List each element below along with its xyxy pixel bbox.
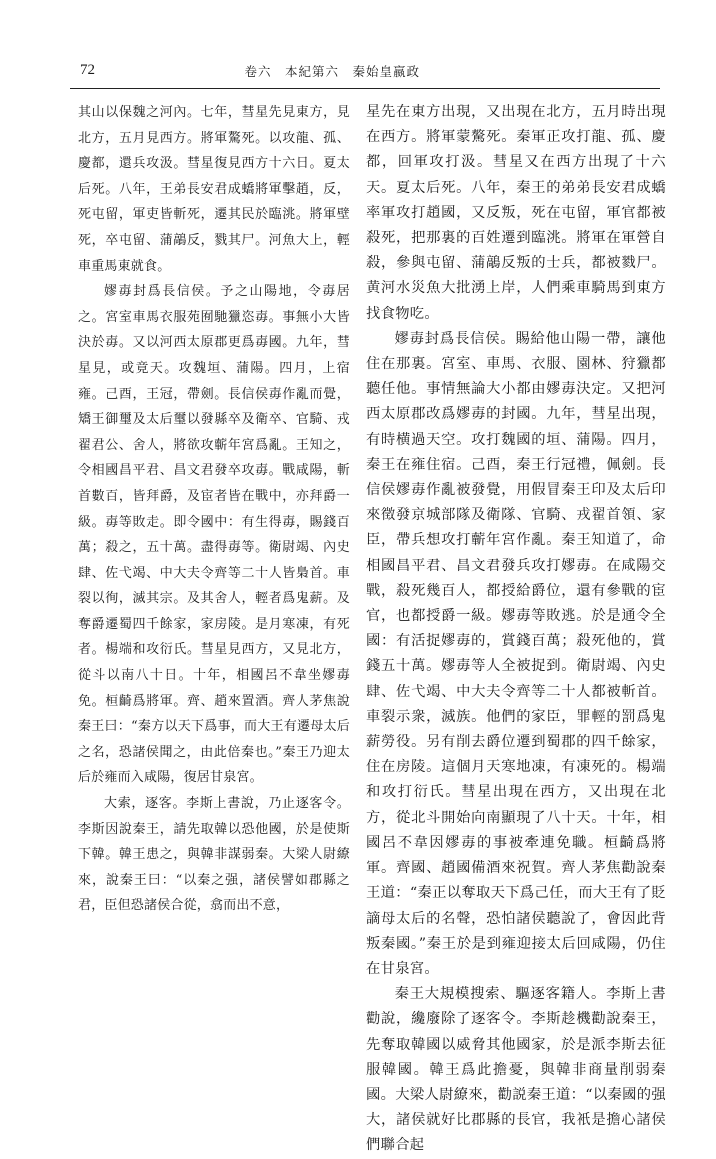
translation-paragraph-3: 秦王大規模搜索、驅逐客籍人。李斯上書勸說，纔廢除了逐客令。李斯趁機勸說秦王，先奪取韓國以威脅其他國家，於是派李斯去征服韓國。韓王爲此擔憂，與韓非商量削弱秦國。大梁人尉繚來，勸説秦王道：“以秦國的强大，諸侯就好比郡縣的長官，我衹是擔心諸侯們聯合起 — [366, 986, 666, 1154]
translation-paragraph-2: 嫪毐封爲長信侯。賜給他山陽一帶，讓他住在那裏。宮室、車馬、衣服、園林、狩獵都聽任他。事情無論大小都由嫪毐決定。又把河西太原郡改爲嫪毐的封國。九年，彗星出現，有時横過天空。攻打魏國的垣、蒲陽。四月，秦王在雍住宿。己酉，秦王行冠禮，佩劍。長信侯嫪毐作亂被發覺，用假冒秦王印及太后印來徵發京城部隊及衛隊、官騎、戎翟首領、家臣，帶兵想攻打蘄年宮作亂。秦王知道了，命相國昌平君、昌文君發兵攻打嫪毐。在咸陽交戰，殺死幾百人，都授給爵位，還有參戰的宦官，也都授爵一級。嫪毐等敗逃。於是通令全國：有活捉嫪毐的，賞錢百萬；殺死他的，賞錢五十萬。嫪毐等人全被捉到。衛尉竭、內史肆、佐弋竭、中大夫令齊等二十人都被斬首。車裂示衆，滅族。他們的家臣，罪輕的罰爲鬼薪勞役。另有削去爵位遷到蜀郡的四千餘家，住在房陵。這個月天寒地凍，有凍死的。楊端和攻打衍氏。彗星出現在西方，又出現在北方，從北斗開始向南顯現了八十天。十年，相國呂不韋因嫪毐的事被牽連免職。桓齮爲將軍。齊國、趙國備酒來祝賀。齊人茅焦勸說秦王道：“秦正以奪取天下爲己任，而大王有了貶謫母太后的名聲，恐怕諸侯聽說了，會因此背叛秦國。”秦王於是到雍迎接太后回咸陽，仍住在甘泉宮。 — [366, 330, 666, 977]
translation-paragraph-1: 星先在東方出現，又出現在北方，五月時出現在西方。將軍蒙驁死。秦軍正攻打龍、孤、慶都，回軍攻打汲。彗星又在西方出現了十六天。夏太后死。八年，秦王的弟弟長安君成蟜率軍攻打趙國，又反叛，死在屯留，軍官都被殺死，把那裏的百姓遷到臨洮。將軍在軍營自殺，參與屯留、蒲鶮反叛的士兵，都被戮尸。黄河水災魚大批湧上岸，人們乘車騎馬到東方找食物吃。 — [366, 104, 666, 322]
running-title: 卷六 本紀第六 秦始皇嬴政 — [244, 64, 420, 79]
page-header — [70, 52, 660, 89]
classical-paragraph-2: 嫪毐封爲長信侯。予之山陽地，令毐居之。宮室車馬衣服苑囿馳獵恣毐。事無小大皆決於毐。又以河西太原郡更爲毐國。九年，彗星見，或竟天。攻魏垣、蒲陽。四月，上宿雍。己酉，王冠，帶劍。長信侯毐作亂而覺，矯王御璽及太后璽以發縣卒及衛卒、官騎、戎翟君公、舍人，將欲攻蘄年宮爲亂。王知之，令相國昌平君、昌文君發卒攻毐。戰咸陽，斬首數百，皆拜爵，及宦者皆在戰中，亦拜爵一級。毐等敗走。即令國中：有生得毐，賜錢百萬；殺之，五十萬。盡得毐等。衛尉竭、內史肆、佐弋竭、中大夫令齊等二十人皆梟首。車裂以徇，滅其宗。及其舍人，輕者爲鬼薪。及奪爵遷蜀四千餘家，家房陵。是月寒凍，有死者。楊端和攻衍氏。彗星見西方，又見北方，從斗以南八十日。十年，相國呂不韋坐嫪毐免。桓齮爲將軍。齊、趙來置酒。齊人茅焦說秦王曰：“秦方以天下爲事，而大王有遷母太后之名，恐諸侯聞之，由此倍秦也。”秦王乃迎太后於雍而入咸陽，復居甘泉宮。 — [78, 284, 350, 786]
page-number: 72 — [80, 62, 95, 78]
classical-text-column — [78, 100, 350, 980]
classical-paragraph-1: 其山以保魏之河內。七年，彗星先見東方，見北方，五月見西方。將軍驁死。以攻龍、孤、慶都，還兵攻汲。彗星復見西方十六日。夏太后死。八年，王弟長安君成蟜將軍擊趙，反，死屯留，軍吏皆斬死，遷其民於臨洮。將軍壁死，卒屯留、蒲鶮反，戮其尸。河魚大上，輕車重馬東就食。 — [78, 105, 350, 274]
translation-text-column — [366, 100, 666, 1154]
classical-paragraph-3: 大索，逐客。李斯上書說，乃止逐客令。李斯因說秦王，請先取韓以恐他國，於是使斯下韓。韓王患之，與韓非謀弱秦。大梁人尉繚來，說秦王曰：“以秦之强，諸侯譬如郡縣之君，臣但恐諸侯合從，翕而出不意， — [78, 796, 350, 914]
